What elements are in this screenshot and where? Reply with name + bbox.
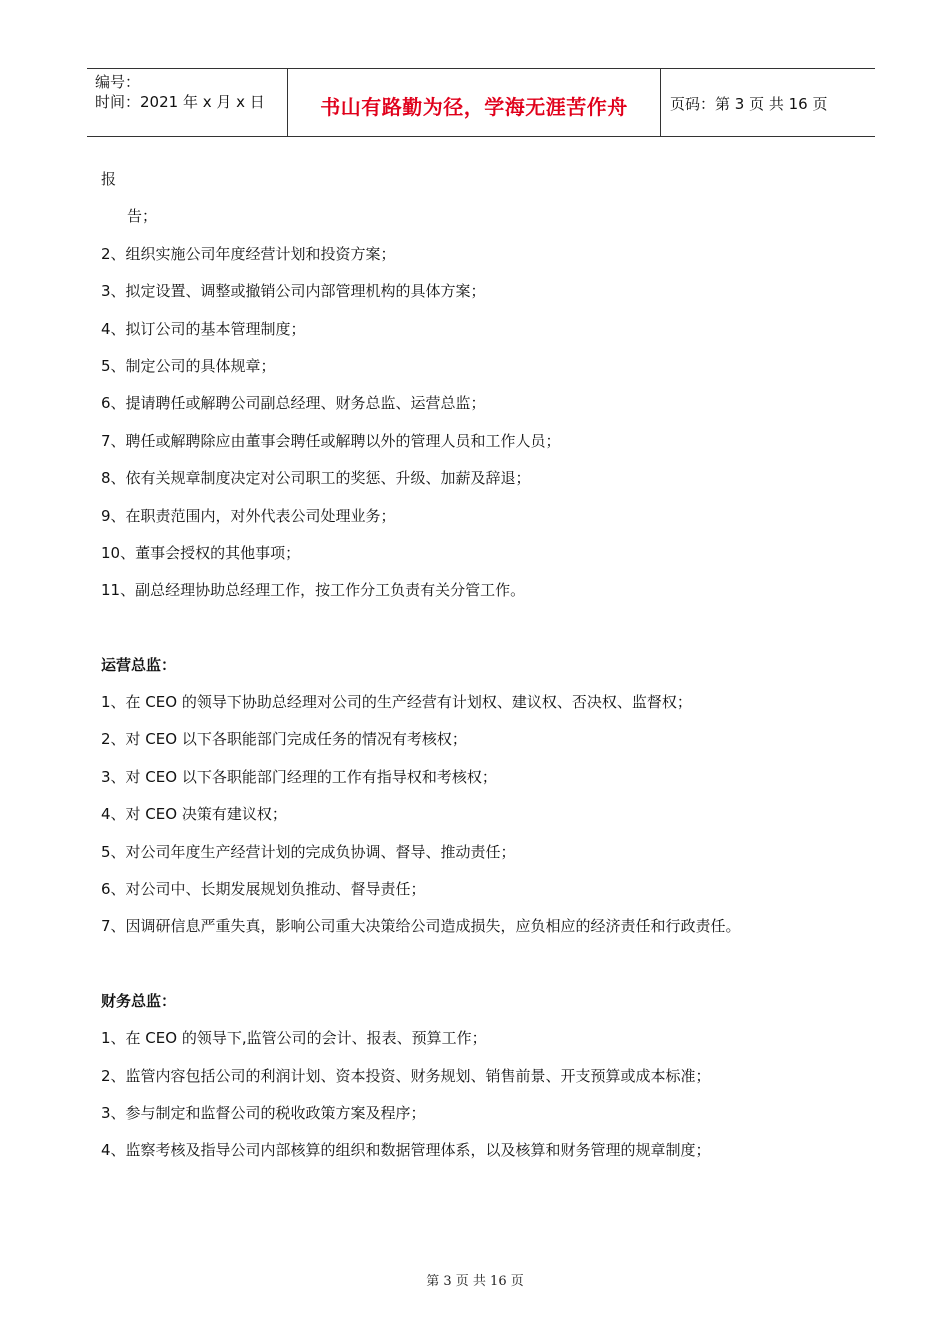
body-line: 10、董事会授权的其他事项； [101,543,301,562]
body-line: 报 [101,170,117,188]
section-spacer [101,616,861,653]
finance-item: 3、参与制定和监督公司的税收政策方案及程序； [101,1103,426,1122]
body-line: 4、拟订公司的基本管理制度； [101,319,306,338]
header-motto: 书山有路勤为径，学海无涯苦作舟 [320,95,628,119]
page-header [87,68,875,137]
document-date-label: 时间：2021 年 x 月 x 日 [95,93,265,111]
header-page-number: 页码：第 3 页 共 16 页 [670,95,828,113]
header-divider [660,69,661,136]
body-line: 6、提请聘任或解聘公司副总经理、财务总监、运营总监； [101,394,486,413]
body-line: 9、在职责范围内，对外代表公司处理业务； [101,506,396,525]
ops-item: 4、对 CEO 决策有建议权； [101,805,287,824]
ops-item: 2、对 CEO 以下各职能部门完成任务的情况有考核权； [101,730,467,749]
ops-item: 3、对 CEO 以下各职能部门经理的工作有指导权和考核权； [101,767,497,786]
section-spacer [101,952,861,989]
body-line: 8、依有关规章制度决定对公司职工的奖惩、升级、加薪及辞退； [101,469,531,488]
body-line: 5、制定公司的具体规章； [101,356,276,375]
ops-section-title: 运营总监： [101,655,177,674]
body-line: 告； [127,207,158,226]
ops-item: 5、对公司年度生产经营计划的完成负协调、督导、推动责任； [101,842,516,861]
finance-item: 4、监察考核及指导公司内部核算的组织和数据管理体系，以及核算和财务管理的规章制度； [101,1141,711,1160]
document-number-label: 编号： [95,73,141,91]
document-body [101,167,861,1176]
body-line: 3、拟定设置、调整或撤销公司内部管理机构的具体方案； [101,282,486,301]
body-line: 7、聘任或解聘除应由董事会聘任或解聘以外的管理人员和工作人员； [101,431,561,450]
ops-item: 7、因调研信息严重失真，影响公司重大决策给公司造成损失，应负相应的经济责任和行政责任。 [101,917,741,936]
page-footer: 第 3 页 共 16 页 [426,1274,524,1289]
ops-item: 1、在 CEO 的领导下协助总经理对公司的生产经营有计划权、建议权、否决权、监督权； [101,693,692,712]
ops-item: 6、对公司中、长期发展规划负推动、督导责任； [101,880,426,899]
finance-item: 2、监管内容包括公司的利润计划、资本投资、财务规划、销售前景、开支预算或成本标准； [101,1066,711,1085]
body-line: 2、组织实施公司年度经营计划和投资方案； [101,244,396,263]
header-meta [95,72,265,112]
finance-item: 1、在 CEO 的领导下,监管公司的会计、报表、预算工作； [101,1029,487,1048]
body-line: 11、副总经理协助总经理工作，按工作分工负责有关分管工作。 [101,581,526,600]
finance-section-title: 财务总监： [101,991,177,1010]
